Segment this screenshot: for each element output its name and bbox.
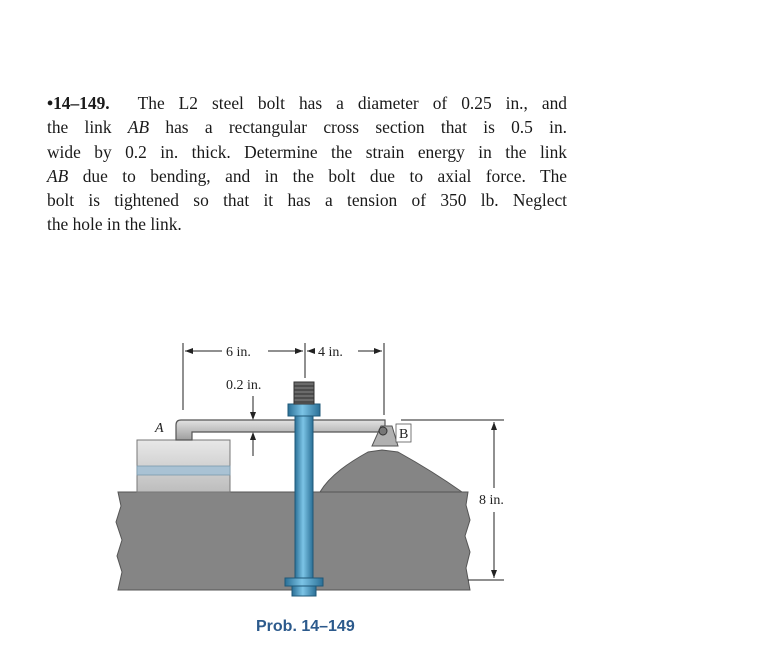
bolt-nut-top <box>288 404 320 416</box>
bolt-shank <box>295 396 313 592</box>
problem-line-4: AB due to bending, and in the bolt due to axial force. The <box>47 165 567 186</box>
problem-line-3: wide by 0.2 in. thick. Determine the strain energy in the link <box>47 141 567 162</box>
dim-label-thickness: 0.2 in. <box>226 378 262 393</box>
dim-label-4in: 4 in. <box>318 345 343 360</box>
figure-caption: Prob. 14–149 <box>256 618 355 635</box>
pin-b <box>379 427 387 435</box>
point-label-b: B <box>399 427 409 442</box>
problem-number: •14–149. <box>47 93 110 113</box>
support-block-band <box>137 466 230 475</box>
point-label-a: A <box>155 421 164 436</box>
problem-line-6: the hole in the link. <box>47 214 182 235</box>
bolt-end <box>292 586 316 596</box>
problem-line-1: •14–149. The L2 steel bolt has a diameter of 0.25 in., and <box>47 93 567 113</box>
support-mound <box>320 450 462 492</box>
problem-line-2: the link AB has a rectangular cross section that is 0.5 in. <box>47 117 567 138</box>
link-ab <box>176 420 385 440</box>
problem-line-5: bolt is tightened so that it has a tension of 350 lb. Neglect <box>47 190 567 211</box>
ground-base <box>116 492 470 590</box>
bolt-nut-bottom <box>285 578 323 586</box>
bolt-threads <box>294 382 314 404</box>
dim-label-8in: 8 in. <box>479 493 504 508</box>
dim-label-6in: 6 in. <box>226 345 251 360</box>
